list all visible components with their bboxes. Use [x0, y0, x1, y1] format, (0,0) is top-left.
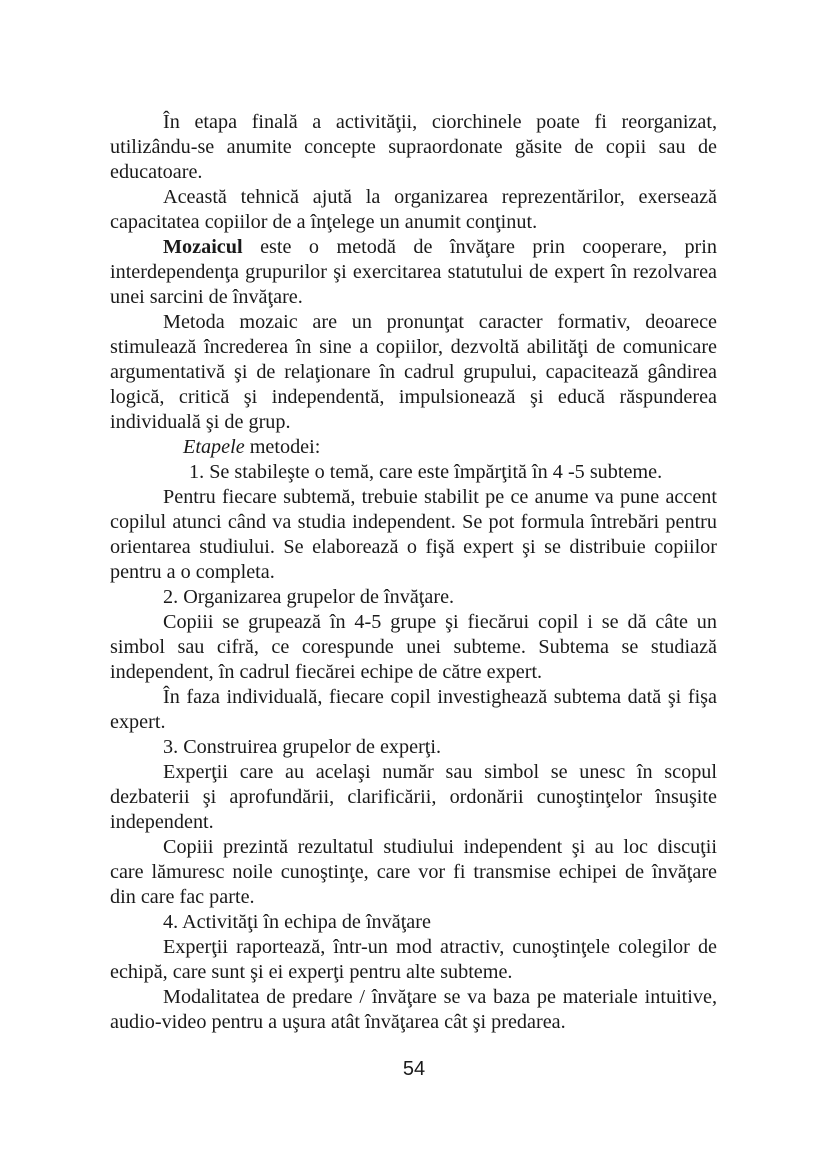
- paragraph-copiii-prezinta: Copiii prezintă rezultatul studiului independent şi au loc discuţii care lămuresc noile cunoştinţe, care vor fi transmise echipei de învăţare din care fac parte.: [110, 836, 717, 908]
- paragraph-modalitatea: Modalitatea de predare / învăţare se va baza pe materiale intuitive, audio-video pentru a uşura atât învăţarea cât şi predarea.: [110, 986, 717, 1033]
- paragraph-etapele: Etapele metodei:: [183, 436, 321, 458]
- step-2: 2. Organizarea grupelor de învăţare.: [163, 586, 455, 608]
- step-4: 4. Activităţi în echipa de învăţare: [163, 911, 431, 933]
- paragraph-faza-individuala: În faza individuală, fiecare copil investighează subtema dată şi fişa expert.: [110, 686, 717, 733]
- term-mozaicul: Mozaicul: [163, 236, 243, 258]
- term-etapele: Etapele: [183, 436, 245, 458]
- paragraph-ciorchine-final: În etapa finală a activităţii, ciorchinele poate fi reorganizat, utilizându-se anumite concepte supraordonate găsite de copii sau de educatoare.: [110, 111, 717, 183]
- page-number: 54: [402, 1058, 426, 1080]
- paragraph-subtema: Pentru fiecare subtemă, trebuie stabilit pe ce anume va pune accent copilul atunci când va studia independent. Se pot formula întrebări pentru orientarea studiului. Se elaborează o fişă expert şi se distribuie copiilor pentru a o completa.: [110, 486, 717, 583]
- paragraph-mozaicul-definition: Mozaicul este o metodă de învăţare prin cooperare, prin interdependenţa grupurilor şi exercitarea statutului de expert în rezolvarea unei sarcini de învăţare.: [110, 236, 717, 308]
- step-1: 1. Se stabileşte o temă, care este împărţită în 4 -5 subteme.: [189, 461, 663, 483]
- paragraph-expertii-unesc: Experţii care au acelaşi număr sau simbol se unesc în scopul dezbaterii şi aprofundării, clarificării, ordonării cunoştinţelor însuşite independent.: [110, 761, 717, 833]
- step-3: 3. Construirea grupelor de experţi.: [163, 736, 442, 758]
- paragraph-tehnica: Această tehnică ajută la organizarea reprezentărilor, exersează capacitatea copiilor de a înţelege un anumit conţinut.: [110, 186, 717, 233]
- paragraph-metoda-mozaic: Metoda mozaic are un pronunţat caracter formativ, deoarece stimulează încrederea în sine a copiilor, dezvoltă abilităţi de comunicare argumentativă şi de relaţionare în cadrul grupului, capacitează gândirea logică, critică şi independentă, impulsionează şi educă răspunderea individuală şi de grup.: [110, 311, 717, 433]
- body-text: [110, 110, 717, 1035]
- paragraph-expertii-raporteaza: Experţii raportează, într-un mod atractiv, cunoştinţele colegilor de echipă, care sunt şi ei experţi pentru alte subteme.: [110, 936, 717, 983]
- paragraph-copiii-grupeaza: Copiii se grupează în 4-5 grupe şi fiecărui copil i se dă câte un simbol sau cifră, ce corespunde unei subteme. Subtema se studiază independent, în cadrul fiecărei echipe de către expert.: [110, 611, 717, 683]
